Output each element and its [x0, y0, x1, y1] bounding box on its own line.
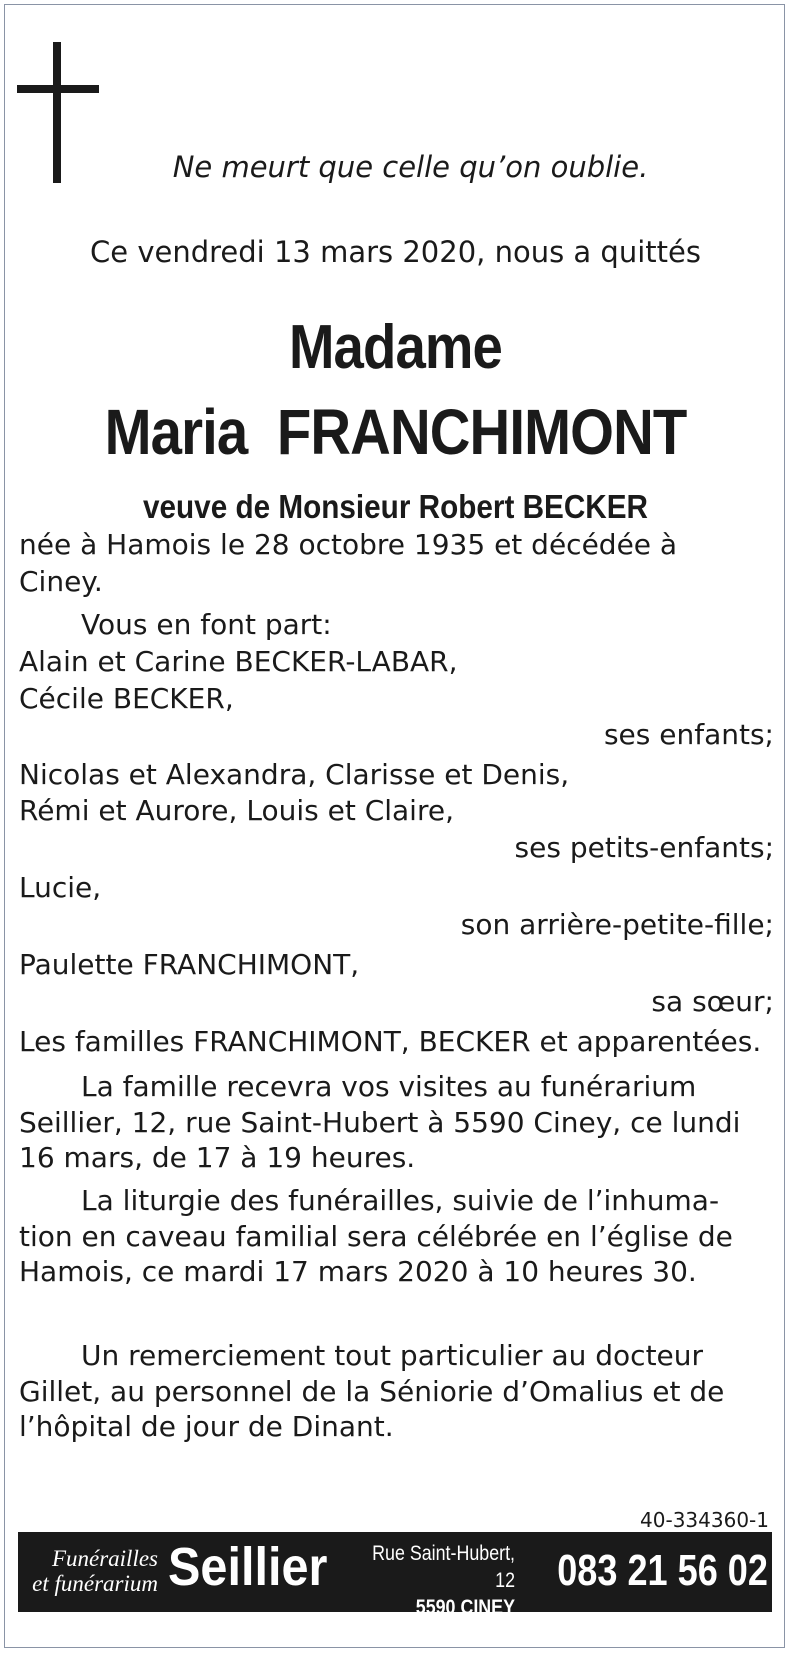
great-grandchild-line: Lucie,	[19, 871, 102, 904]
announce: Vous en font part:	[81, 608, 332, 641]
visits-line-1: La famille recevra vos visites au funérarium	[81, 1070, 697, 1103]
intro-line: Ce vendredi 13 mars 2020, nous a quittés	[90, 235, 701, 269]
banner-label-line-2: et funérarium	[32, 1571, 158, 1596]
banner-address-line-1: Rue Saint-Hubert, 12	[372, 1542, 515, 1592]
thanks-line-1: Un remerciement tout particulier au docteur	[81, 1339, 704, 1372]
birth-line-2: Ciney.	[19, 565, 103, 598]
children-line-2: Cécile BECKER,	[19, 682, 234, 715]
cross-horizontal	[17, 85, 99, 93]
grandchildren-line-1: Nicolas et Alexandra, Clarisse et Denis,	[19, 758, 570, 791]
great-grandchild-role: son arrière-petite-fille;	[460, 908, 774, 941]
children-role: ses enfants;	[603, 718, 774, 751]
children-line-1: Alain et Carine BECKER-LABAR,	[19, 645, 458, 678]
banner-brand: Seillier	[168, 1537, 328, 1597]
widow-line: veuve de Monsieur Robert BECKER	[142, 488, 649, 525]
sister-role: sa sœur;	[651, 985, 774, 1018]
thanks-line-3: l’hôpital de jour de Dinant.	[19, 1410, 394, 1443]
visits-line-2: Seillier, 12, rue Saint-Hubert à 5590 Ciney, ce lundi	[19, 1106, 741, 1139]
thanks-line-2: Gillet, au personnel de la Séniorie d’Omalius et de	[19, 1375, 725, 1408]
grandchildren-role: ses petits-enfants;	[514, 831, 774, 864]
liturgy-line-1: La liturgie des funérailles, suivie de l’inhuma-	[81, 1184, 720, 1217]
banner-address-line-2: 5590 CINEY	[415, 1596, 515, 1619]
banner-address	[366, 1540, 515, 1621]
reference-number: 40-334360-1	[640, 1508, 769, 1532]
funeral-home-banner	[18, 1532, 772, 1619]
liturgy-line-2: tion en caveau familial sera célébrée en l’église de	[19, 1220, 733, 1253]
visits-line-3: 16 mars, de 17 à 19 heures.	[19, 1141, 416, 1174]
banner-label-line-1: Funérailles	[51, 1546, 158, 1571]
birth-line-1: née à Hamois le 28 octobre 1935 et décédée à	[19, 528, 678, 561]
liturgy-line-3: Hamois, ce mardi 17 mars 2020 à 10 heures 30.	[19, 1255, 697, 1288]
deceased-name: Maria FRANCHIMONT	[104, 396, 687, 468]
families-line: Les familles FRANCHIMONT, BECKER et apparentées.	[19, 1025, 762, 1058]
banner-label	[30, 1546, 158, 1596]
sister-line: Paulette FRANCHIMONT,	[19, 948, 360, 981]
title: Madame	[288, 313, 503, 382]
banner-phone: 083 21 56 02	[557, 1546, 768, 1595]
grandchildren-line-2: Rémi et Aurore, Louis et Claire,	[19, 794, 454, 827]
motto: Ne meurt que celle qu’on oublie.	[172, 150, 649, 184]
